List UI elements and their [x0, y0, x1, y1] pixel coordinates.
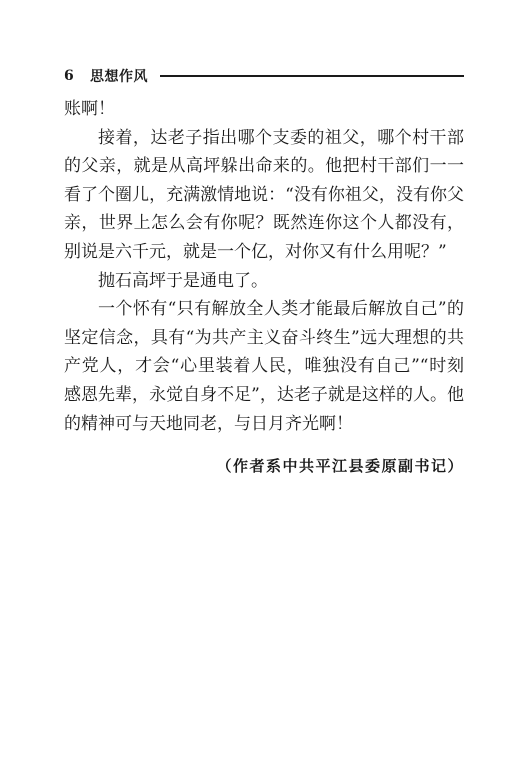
author-byline: （作者系中共平江县委原副书记）	[216, 457, 464, 475]
page-number: 6	[64, 68, 74, 84]
paragraph: 一个怀有“只有解放全人类才能最后解放自己”的坚定信念，具有“为共产主义奋斗终生”远大理想的共产党人，才会“心里装着人民，唯独没有自己”“时刻感恩先辈，永觉自身不足”，达老子就是这样的人。他的精神可与天地同老，与日月齐光啊！	[64, 299, 464, 434]
paragraph-continuation: 账啊！	[64, 99, 115, 119]
header-rule	[160, 75, 464, 77]
running-title: 思想作风	[90, 69, 148, 85]
paragraph: 接着，达老子指出哪个支委的祖父，哪个村干部的父亲，就是从高坪躲出命来的。他把村干部们一一看了个圈儿，充满激情地说：“没有你祖父，没有你父亲，世界上怎么会有你呢？既然连你这个人都没有，别说是六千元，就是一个亿，对你又有什么用呢？”	[64, 127, 464, 262]
running-header	[64, 66, 464, 86]
paragraph: 抛石高坪于是通电了。	[98, 270, 268, 291]
body-text	[64, 95, 464, 438]
